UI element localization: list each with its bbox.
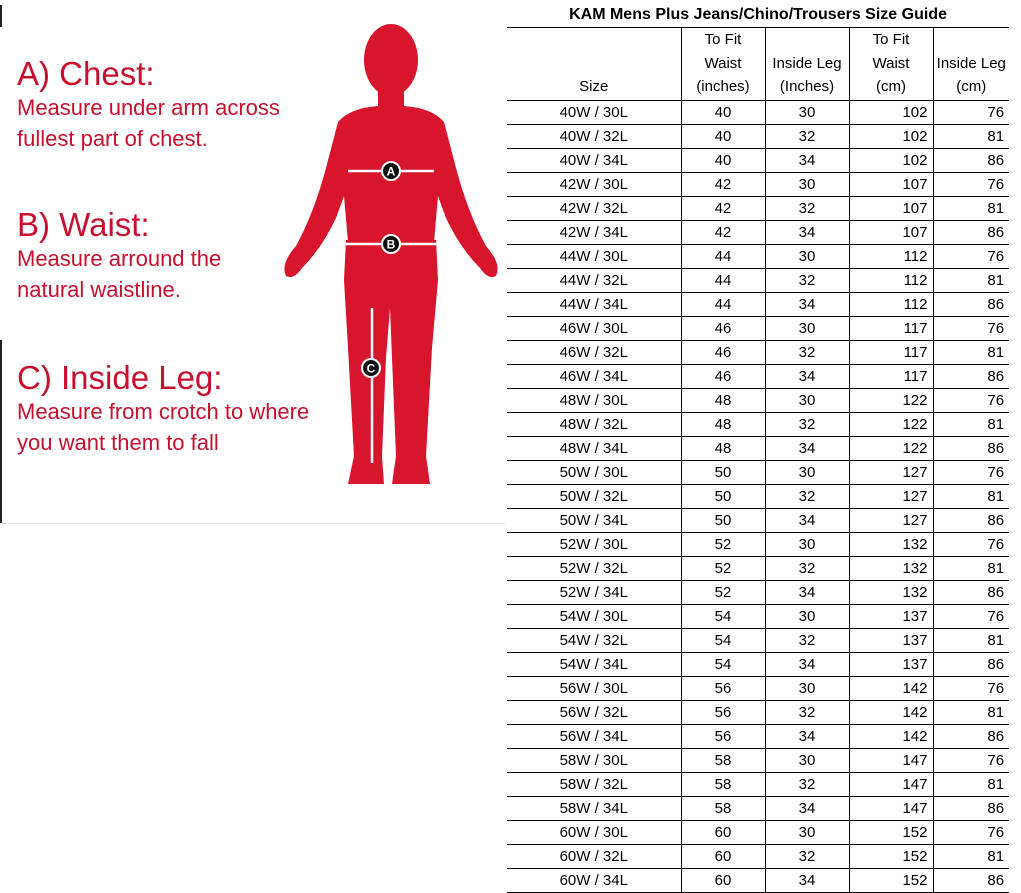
inside-leg-inches-cell: 30 bbox=[765, 388, 849, 412]
inside-leg-inches-cell: 34 bbox=[765, 148, 849, 172]
waist-cm-cell: 102 bbox=[849, 100, 933, 124]
waist-inches-cell: 42 bbox=[681, 172, 765, 196]
table-row bbox=[507, 748, 1009, 772]
size-cell: 46W / 34L bbox=[507, 364, 681, 388]
size-guide-table bbox=[507, 3, 1009, 893]
table-row bbox=[507, 460, 1009, 484]
inside-leg-cm-cell: 81 bbox=[933, 844, 1009, 868]
inside-leg-cm-cell: 86 bbox=[933, 364, 1009, 388]
waist-cm-cell: 127 bbox=[849, 460, 933, 484]
waist-inches-cell: 58 bbox=[681, 796, 765, 820]
table-row bbox=[507, 364, 1009, 388]
table-row bbox=[507, 868, 1009, 892]
measurement-guide bbox=[0, 0, 505, 524]
header-line: To Fit bbox=[872, 31, 910, 48]
waist-cm-cell: 107 bbox=[849, 172, 933, 196]
size-cell: 52W / 32L bbox=[507, 556, 681, 580]
left-edge-line bbox=[0, 340, 2, 523]
table-row bbox=[507, 820, 1009, 844]
header-line: To Fit bbox=[704, 31, 742, 48]
waist-inches-cell: 52 bbox=[681, 532, 765, 556]
waist-cm-cell: 112 bbox=[849, 268, 933, 292]
waist-inches-cell: 48 bbox=[681, 388, 765, 412]
inside-leg-cm-cell: 86 bbox=[933, 292, 1009, 316]
waist-instruction-line: Measure arround the bbox=[17, 246, 222, 271]
waist-inches-cell: 44 bbox=[681, 268, 765, 292]
table-title: KAM Mens Plus Jeans/Chino/Trousers Size Guide bbox=[507, 3, 1009, 28]
inside-leg-inches-cell: 30 bbox=[765, 172, 849, 196]
inside-leg-cm-cell: 76 bbox=[933, 676, 1009, 700]
inside-leg-instruction-line: you want them to fall bbox=[17, 430, 219, 455]
table-row bbox=[507, 220, 1009, 244]
waist-cm-cell: 152 bbox=[849, 844, 933, 868]
table-row bbox=[507, 628, 1009, 652]
waist-inches-cell: 40 bbox=[681, 100, 765, 124]
size-cell: 60W / 32L bbox=[507, 844, 681, 868]
waist-cm-cell: 117 bbox=[849, 364, 933, 388]
waist-cm-cell: 137 bbox=[849, 628, 933, 652]
table-row bbox=[507, 844, 1009, 868]
inside-leg-inches-cell: 32 bbox=[765, 700, 849, 724]
inside-leg-cm-cell: 86 bbox=[933, 580, 1009, 604]
table-row bbox=[507, 556, 1009, 580]
inside-leg-cm-cell: 76 bbox=[933, 244, 1009, 268]
waist-inches-cell: 56 bbox=[681, 700, 765, 724]
size-cell: 60W / 30L bbox=[507, 820, 681, 844]
waist-inches-cell: 46 bbox=[681, 316, 765, 340]
size-cell: 48W / 34L bbox=[507, 436, 681, 460]
inside-leg-inches-cell: 32 bbox=[765, 628, 849, 652]
waist-inches-cell: 60 bbox=[681, 844, 765, 868]
table-row bbox=[507, 508, 1009, 532]
size-cell: 56W / 32L bbox=[507, 700, 681, 724]
table-row bbox=[507, 148, 1009, 172]
waist-inches-cell: 44 bbox=[681, 292, 765, 316]
inside-leg-cm-cell: 86 bbox=[933, 220, 1009, 244]
table-row bbox=[507, 172, 1009, 196]
inside-leg-cm-cell: 86 bbox=[933, 652, 1009, 676]
inside-leg-cm-cell: 81 bbox=[933, 412, 1009, 436]
header-line: Size bbox=[579, 78, 609, 95]
inside-leg-cm-cell: 86 bbox=[933, 724, 1009, 748]
size-cell: 48W / 32L bbox=[507, 412, 681, 436]
chest-instruction-line: Measure under arm across bbox=[17, 95, 280, 120]
inside-leg-inches-cell: 34 bbox=[765, 652, 849, 676]
inside-leg-inches-cell: 32 bbox=[765, 484, 849, 508]
inside-leg-cm-cell: 81 bbox=[933, 124, 1009, 148]
inside-leg-title: C) Inside Leg: bbox=[17, 359, 223, 396]
header-inside-leg-inches bbox=[765, 28, 849, 101]
inside-leg-cm-cell: 76 bbox=[933, 820, 1009, 844]
inside-leg-cm-cell: 76 bbox=[933, 748, 1009, 772]
inside-leg-marker-label: C bbox=[366, 361, 376, 376]
inside-leg-inches-cell: 34 bbox=[765, 508, 849, 532]
inside-leg-inches-cell: 30 bbox=[765, 316, 849, 340]
waist-cm-cell: 137 bbox=[849, 652, 933, 676]
waist-inches-cell: 44 bbox=[681, 244, 765, 268]
header-line: Waist bbox=[704, 54, 742, 72]
waist-cm-cell: 107 bbox=[849, 220, 933, 244]
waist-cm-cell: 102 bbox=[849, 148, 933, 172]
waist-cm-cell: 132 bbox=[849, 580, 933, 604]
table-row bbox=[507, 340, 1009, 364]
table-row bbox=[507, 412, 1009, 436]
waist-inches-cell: 50 bbox=[681, 484, 765, 508]
inside-leg-inches-cell: 32 bbox=[765, 412, 849, 436]
waist-cm-cell: 132 bbox=[849, 556, 933, 580]
table-row bbox=[507, 436, 1009, 460]
waist-inches-cell: 54 bbox=[681, 628, 765, 652]
size-cell: 50W / 32L bbox=[507, 484, 681, 508]
inside-leg-cm-cell: 86 bbox=[933, 508, 1009, 532]
table-row bbox=[507, 268, 1009, 292]
waist-cm-cell: 112 bbox=[849, 292, 933, 316]
size-cell: 46W / 30L bbox=[507, 316, 681, 340]
inside-leg-cm-cell: 76 bbox=[933, 604, 1009, 628]
inside-leg-inches-cell: 30 bbox=[765, 604, 849, 628]
inside-leg-inches-cell: 30 bbox=[765, 748, 849, 772]
inside-leg-cm-cell: 86 bbox=[933, 436, 1009, 460]
size-cell: 44W / 30L bbox=[507, 244, 681, 268]
inside-leg-cm-cell: 76 bbox=[933, 316, 1009, 340]
inside-leg-inches-cell: 32 bbox=[765, 196, 849, 220]
waist-cm-cell: 122 bbox=[849, 388, 933, 412]
inside-leg-inches-cell: 34 bbox=[765, 292, 849, 316]
waist-cm-cell: 152 bbox=[849, 868, 933, 892]
waist-cm-cell: 122 bbox=[849, 436, 933, 460]
size-cell: 54W / 32L bbox=[507, 628, 681, 652]
inside-leg-inches-cell: 32 bbox=[765, 772, 849, 796]
inside-leg-inches-cell: 34 bbox=[765, 436, 849, 460]
table-row bbox=[507, 700, 1009, 724]
header-waist-inches bbox=[681, 28, 765, 101]
size-cell: 48W / 30L bbox=[507, 388, 681, 412]
waist-cm-cell: 127 bbox=[849, 508, 933, 532]
size-cell: 60W / 34L bbox=[507, 868, 681, 892]
inside-leg-cm-cell: 81 bbox=[933, 700, 1009, 724]
inside-leg-inches-cell: 32 bbox=[765, 556, 849, 580]
waist-inches-cell: 42 bbox=[681, 196, 765, 220]
table-row bbox=[507, 604, 1009, 628]
header-line: Inside Leg bbox=[772, 54, 842, 72]
inside-leg-inches-cell: 34 bbox=[765, 724, 849, 748]
header-line: (inches) bbox=[696, 78, 750, 95]
table-row bbox=[507, 100, 1009, 124]
left-edge-line bbox=[0, 5, 2, 27]
waist-cm-cell: 152 bbox=[849, 820, 933, 844]
waist-inches-cell: 60 bbox=[681, 820, 765, 844]
inside-leg-inches-cell: 30 bbox=[765, 532, 849, 556]
waist-inches-cell: 50 bbox=[681, 460, 765, 484]
inside-leg-cm-cell: 76 bbox=[933, 532, 1009, 556]
size-cell: 42W / 34L bbox=[507, 220, 681, 244]
inside-leg-cm-cell: 86 bbox=[933, 796, 1009, 820]
waist-instruction-line: natural waistline. bbox=[17, 277, 181, 302]
inside-leg-cm-cell: 81 bbox=[933, 772, 1009, 796]
size-cell: 50W / 30L bbox=[507, 460, 681, 484]
size-cell: 50W / 34L bbox=[507, 508, 681, 532]
waist-marker-label: B bbox=[386, 237, 396, 252]
inside-leg-instruction-line: Measure from crotch to where bbox=[17, 399, 310, 424]
size-cell: 42W / 30L bbox=[507, 172, 681, 196]
size-cell: 40W / 32L bbox=[507, 124, 681, 148]
inside-leg-cm-cell: 86 bbox=[933, 868, 1009, 892]
size-cell: 52W / 30L bbox=[507, 532, 681, 556]
waist-cm-cell: 137 bbox=[849, 604, 933, 628]
waist-cm-cell: 122 bbox=[849, 412, 933, 436]
size-cell: 46W / 32L bbox=[507, 340, 681, 364]
waist-inches-cell: 40 bbox=[681, 124, 765, 148]
header-line: Waist bbox=[872, 54, 910, 72]
waist-inches-cell: 46 bbox=[681, 364, 765, 388]
inside-leg-cm-cell: 76 bbox=[933, 172, 1009, 196]
table-row bbox=[507, 772, 1009, 796]
size-cell: 56W / 30L bbox=[507, 676, 681, 700]
waist-inches-cell: 52 bbox=[681, 580, 765, 604]
header-inside-leg-cm bbox=[933, 28, 1009, 101]
table-row bbox=[507, 724, 1009, 748]
waist-inches-cell: 42 bbox=[681, 220, 765, 244]
table-row bbox=[507, 316, 1009, 340]
size-cell: 58W / 34L bbox=[507, 796, 681, 820]
waist-inches-cell: 56 bbox=[681, 724, 765, 748]
header-line: (Inches) bbox=[779, 78, 835, 95]
table-row bbox=[507, 388, 1009, 412]
inside-leg-inches-cell: 32 bbox=[765, 268, 849, 292]
inside-leg-cm-cell: 81 bbox=[933, 556, 1009, 580]
waist-inches-cell: 50 bbox=[681, 508, 765, 532]
header-line: (cm) bbox=[956, 78, 987, 95]
waist-cm-cell: 132 bbox=[849, 532, 933, 556]
inside-leg-inches-cell: 30 bbox=[765, 100, 849, 124]
inside-leg-inches-cell: 32 bbox=[765, 124, 849, 148]
inside-leg-cm-cell: 81 bbox=[933, 484, 1009, 508]
inside-leg-cm-cell: 81 bbox=[933, 268, 1009, 292]
inside-leg-cm-cell: 76 bbox=[933, 460, 1009, 484]
waist-inches-cell: 54 bbox=[681, 604, 765, 628]
waist-inches-cell: 58 bbox=[681, 748, 765, 772]
header-line: (cm) bbox=[876, 78, 906, 95]
inside-leg-cm-cell: 81 bbox=[933, 340, 1009, 364]
header-line: Inside Leg bbox=[936, 54, 1006, 72]
chest-instruction-line: fullest part of chest. bbox=[17, 126, 208, 151]
inside-leg-cm-cell: 81 bbox=[933, 196, 1009, 220]
waist-cm-cell: 142 bbox=[849, 724, 933, 748]
inside-leg-inches-cell: 30 bbox=[765, 820, 849, 844]
inside-leg-inches-cell: 34 bbox=[765, 796, 849, 820]
inside-leg-cm-cell: 81 bbox=[933, 628, 1009, 652]
table-row bbox=[507, 244, 1009, 268]
inside-leg-inches-cell: 34 bbox=[765, 868, 849, 892]
table-row bbox=[507, 484, 1009, 508]
waist-cm-cell: 142 bbox=[849, 676, 933, 700]
size-cell: 54W / 30L bbox=[507, 604, 681, 628]
size-cell: 42W / 32L bbox=[507, 196, 681, 220]
inside-leg-cm-cell: 76 bbox=[933, 100, 1009, 124]
header-size bbox=[507, 28, 681, 101]
waist-inches-cell: 46 bbox=[681, 340, 765, 364]
size-cell: 56W / 34L bbox=[507, 724, 681, 748]
waist-inches-cell: 58 bbox=[681, 772, 765, 796]
inside-leg-inches-cell: 30 bbox=[765, 460, 849, 484]
inside-leg-cm-cell: 86 bbox=[933, 148, 1009, 172]
size-cell: 40W / 34L bbox=[507, 148, 681, 172]
inside-leg-inches-cell: 34 bbox=[765, 580, 849, 604]
inside-leg-inches-cell: 30 bbox=[765, 244, 849, 268]
table-row bbox=[507, 676, 1009, 700]
size-cell: 44W / 34L bbox=[507, 292, 681, 316]
inside-leg-inches-cell: 34 bbox=[765, 364, 849, 388]
table-row bbox=[507, 580, 1009, 604]
waist-inches-cell: 54 bbox=[681, 652, 765, 676]
chest-marker-label: A bbox=[386, 164, 396, 179]
waist-inches-cell: 52 bbox=[681, 556, 765, 580]
waist-cm-cell: 147 bbox=[849, 748, 933, 772]
table-row bbox=[507, 124, 1009, 148]
waist-inches-cell: 56 bbox=[681, 676, 765, 700]
waist-inches-cell: 60 bbox=[681, 868, 765, 892]
chest-title: A) Chest: bbox=[17, 55, 155, 92]
waist-cm-cell: 117 bbox=[849, 340, 933, 364]
waist-cm-cell: 127 bbox=[849, 484, 933, 508]
header-waist-cm bbox=[849, 28, 933, 101]
waist-title: B) Waist: bbox=[17, 206, 150, 243]
size-cell: 58W / 32L bbox=[507, 772, 681, 796]
waist-inches-cell: 48 bbox=[681, 412, 765, 436]
waist-cm-cell: 107 bbox=[849, 196, 933, 220]
waist-cm-cell: 112 bbox=[849, 244, 933, 268]
waist-cm-cell: 117 bbox=[849, 316, 933, 340]
table-row bbox=[507, 796, 1009, 820]
table-row bbox=[507, 532, 1009, 556]
waist-cm-cell: 147 bbox=[849, 796, 933, 820]
size-cell: 52W / 34L bbox=[507, 580, 681, 604]
size-cell: 54W / 34L bbox=[507, 652, 681, 676]
inside-leg-inches-cell: 30 bbox=[765, 676, 849, 700]
table-row bbox=[507, 196, 1009, 220]
table-row bbox=[507, 292, 1009, 316]
table-row bbox=[507, 652, 1009, 676]
body-silhouette-illustration bbox=[250, 18, 505, 498]
size-cell: 40W / 30L bbox=[507, 100, 681, 124]
inside-leg-inches-cell: 32 bbox=[765, 340, 849, 364]
inside-leg-cm-cell: 76 bbox=[933, 388, 1009, 412]
size-cell: 58W / 30L bbox=[507, 748, 681, 772]
inside-leg-inches-cell: 34 bbox=[765, 220, 849, 244]
waist-inches-cell: 40 bbox=[681, 148, 765, 172]
waist-cm-cell: 102 bbox=[849, 124, 933, 148]
waist-cm-cell: 142 bbox=[849, 700, 933, 724]
table-header-row bbox=[507, 28, 1009, 101]
table-body bbox=[507, 100, 1009, 892]
inside-leg-inches-cell: 32 bbox=[765, 844, 849, 868]
size-cell: 44W / 32L bbox=[507, 268, 681, 292]
waist-cm-cell: 147 bbox=[849, 772, 933, 796]
waist-inches-cell: 48 bbox=[681, 436, 765, 460]
